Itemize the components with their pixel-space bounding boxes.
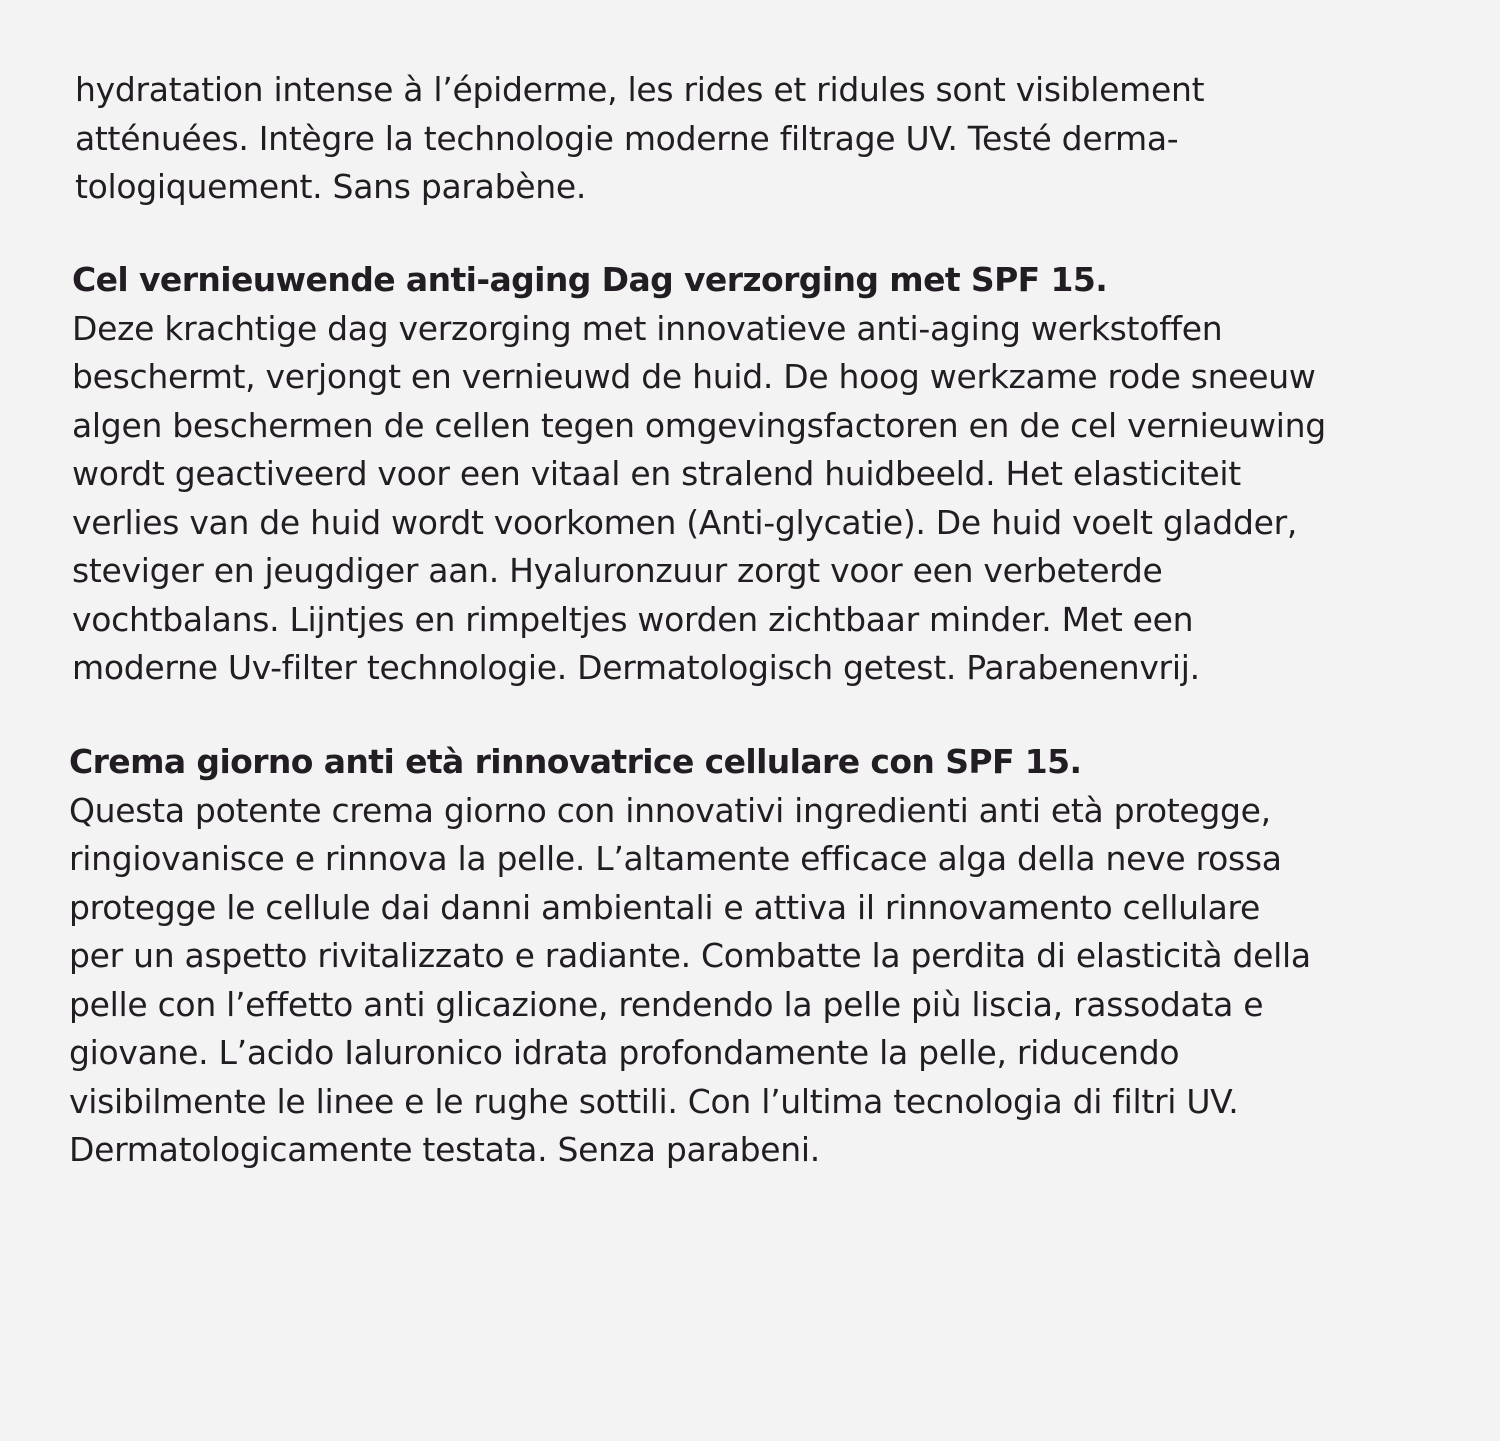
fr-text-line-2: atténuées. Intègre la technologie moderne filtrage UV. Testé derma- (75, 118, 1179, 158)
it-text-line-4: per un aspetto rivitalizzato e radiante. Combatte la perdita di elasticità della (69, 936, 1311, 975)
it-heading: Crema giorno anti età rinnovatrice cellulare con SPF 15. (69, 742, 1082, 781)
fr-text-line-3: tologiquement. Sans parabène. (75, 167, 587, 206)
nl-heading: Cel vernieuwende anti-aging Dag verzorging met SPF 15. (72, 260, 1108, 299)
nl-text-line-6: steviger en jeugdiger aan. Hyaluronzuur zorgt voor een verbeterde (72, 551, 1163, 590)
french-section (75, 66, 1475, 212)
fr-text-line-1: hydratation intense à l’épiderme, les rides et ridules sont visiblement (75, 70, 1205, 109)
italian-section (69, 738, 1469, 1175)
nl-text-line-8: moderne Uv-filter technologie. Dermatologisch getest. Parabenenvrij. (72, 648, 1200, 687)
it-text-line-6: giovane. L’acido Ialuronico idrata profondamente la pelle, riducendo (69, 1033, 1180, 1072)
nl-text-line-4: wordt geactiveerd voor een vitaal en stralend huidbeeld. Het elasticiteit (72, 454, 1241, 493)
it-text-line-8: Dermatologicamente testata. Senza parabeni. (69, 1130, 820, 1169)
it-text-line-5: pelle con l’effetto anti glicazione, rendendo la pelle più liscia, rassodata e (69, 984, 1264, 1024)
it-text-line-7: visibilmente le linee e le rughe sottili. Con l’ultima tecnologia di filtri UV. (69, 1081, 1239, 1121)
nl-text-line-1: Deze krachtige dag verzorging met innovatieve anti-aging werkstoffen (72, 308, 1223, 348)
it-text-line-2: ringiovanisce e rinnova la pelle. L’altamente efficace alga della neve rossa (69, 839, 1282, 878)
nl-text-line-5: verlies van de huid wordt voorkomen (Anti-glycatie). De huid voelt gladder, (72, 502, 1298, 542)
dutch-section (72, 256, 1472, 693)
nl-text-line-7: vochtbalans. Lijntjes en rimpeltjes worden zichtbaar minder. Met een (72, 599, 1194, 639)
nl-text-line-3: algen beschermen de cellen tegen omgevingsfactoren en de cel vernieuwing (72, 405, 1326, 445)
it-text-line-1: Questa potente crema giorno con innovativi ingredienti anti età protegge, (69, 790, 1271, 830)
it-text-line-3: protegge le cellule dai danni ambientali e attiva il rinnovamento cellulare (69, 887, 1261, 927)
nl-text-line-2: beschermt, verjongt en vernieuwd de huid. De hoog werkzame rode sneeuw (72, 357, 1316, 396)
